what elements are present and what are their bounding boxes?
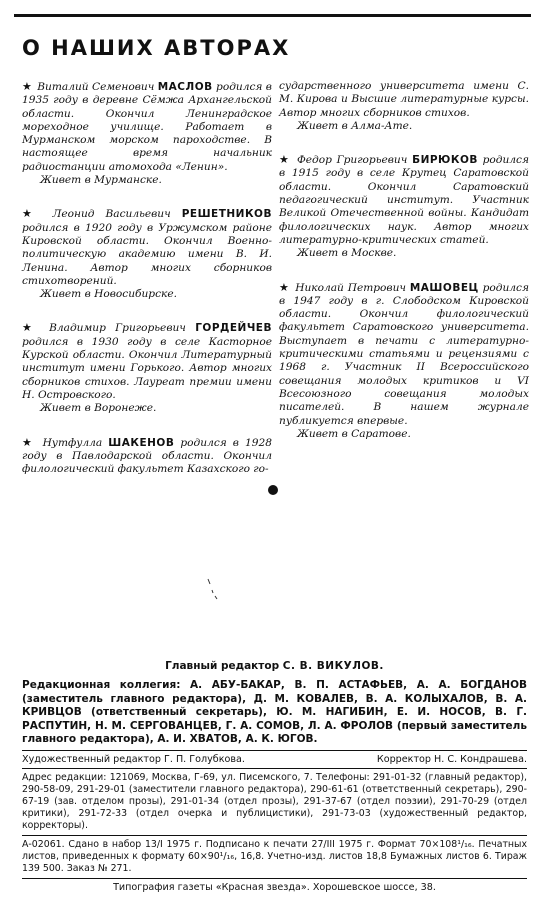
author-residence: Живет в Москве. — [297, 247, 397, 260]
author-lead: Нутфулла — [42, 436, 103, 449]
corrector: Корректор Н. С. Кондрашева. — [376, 753, 527, 765]
author-lead: Николай Петрович — [295, 281, 406, 294]
author-surname: МАШОВЕЦ — [409, 281, 479, 294]
author-surname: ГОРДЕЙЧЕВ — [195, 322, 272, 335]
author-surname: МАСЛОВ — [157, 81, 213, 93]
author-text: родился в 1928 году в Павлодарской области. Окончил филологический факультет Казахского го- — [22, 436, 272, 476]
author-bio — [279, 153, 529, 260]
author-bio-continued — [279, 80, 529, 133]
author-residence: Живет в Саратове. — [297, 427, 411, 440]
author-text: сударственного университета имени С. М. Кирова и Высшие литературные курсы. Автор многих сборников стихов. — [279, 80, 529, 119]
decorative-dot — [268, 485, 278, 495]
editorial-address: Адрес редакции: 121069, Москва, Г-69, ул. Писемского, 7. Телефоны: 291-01-32 (главный редактор), 290-58-09, 291-29-01 (заместители главного редактора), 290-61-61 (ответственный секретарь), 290-67-19 (зав. отделом прозы), 291-01-34 (отдел прозы), 291-37-67 (отдел поэзии), 291-70-29 (отдел критики), 291-72-33 (отдел очерка и публицистики), 291-73-03 (художественный редактор, корректоры). — [22, 771, 527, 831]
author-text: родился в 1915 году в селе Крутец Саратовской области. Окончил Саратовский педагогический институт. Участник Великой Отечественной войны. Кандидат филологических наук. Автор многих литературно-критических статей. — [279, 154, 529, 246]
art-editor: Художественный редактор Г. П. Голубкова. — [22, 753, 245, 765]
print-imprint: А-02061. Сдано в набор 13/I 1975 г. Подписано к печати 27/III 1975 г. Формат 70×108¹/₁₆. Печатных листов, приведенных к формату 60×90¹/₁₆, 16,8. Учетно-изд. листов 18,8 Бумажных листов 6. Тираж 139 500. Заказ № 271. — [22, 838, 527, 874]
author-bio — [22, 321, 272, 415]
masthead — [22, 660, 527, 893]
author-bio — [22, 436, 272, 477]
author-lead: Леонид Васильевич — [52, 208, 171, 221]
chief-editor-label: Главный редактор — [165, 660, 280, 672]
author-bio — [22, 207, 272, 301]
staff-line — [22, 754, 527, 765]
editorial-board-label: Редакционная коллегия: — [22, 679, 181, 691]
star-icon: ★ — [22, 321, 38, 335]
author-lead: Владимир Григорьевич — [49, 322, 186, 335]
right-column — [279, 80, 529, 461]
star-icon: ★ — [22, 435, 35, 449]
divider — [22, 878, 527, 879]
divider — [22, 768, 527, 769]
author-residence: Живет в Алма-Ате. — [297, 119, 413, 132]
printer-info: Типография газеты «Красная звезда». Хорошевское шоссе, 38. — [113, 881, 436, 893]
chief-editor-line — [22, 660, 527, 672]
divider — [22, 835, 527, 836]
editorial-board-members: А. АБУ-БАКАР, В. П. АСТАФЬЕВ, А. А. БОГДАНОВ (заместитель главного редактора), Д. М. КОВАЛЕВ, В. А. КОЛЫХАЛОВ, В. А. КРИВЦОВ (ответственный секретарь), Ю. М. НАГИБИН, Е. И. НОСОВ, В. Г. РАСПУТИН, Н. М. СЕРГОВАНЦЕВ, Г. А. СОМОВ, Л. А. ФРОЛОВ (первый заместитель главного редактора), А. И. ХВАТОВ, А. К. ЮГОВ. — [22, 679, 528, 745]
author-bio — [279, 281, 529, 442]
author-text: родился в 1920 году в Уржумском районе Кировской области. Окончил Военно-политическую академию имени В. И. Ленина. Автор многих сборников стихотворений. — [22, 221, 272, 287]
author-text: родился в 1930 году в селе Касторное Курской области. Окончил Литературный институт имени Горького. Автор многих сборников стихов. Лауреат премии имени Н. Островского. — [22, 335, 272, 401]
author-text: родился в 1947 году в г. Слободском Кировской области. Окончил филологический факультет Саратовского университета. Выступает в печати с литературно-критическими статьями и рецензиями с 1968 г. Участник II Всероссийского совещания молодых критиков и VI Всесоюзного совещания молодых писателей. В нашем журнале публикуется впервые. — [279, 281, 529, 427]
star-icon: ★ — [22, 80, 32, 93]
divider — [22, 750, 527, 751]
author-bio — [22, 80, 272, 187]
star-icon: ★ — [279, 280, 290, 294]
scratch-mark — [206, 578, 218, 600]
author-lead: Виталий Семенович — [37, 81, 155, 93]
page-title: О НАШИХ АВТОРАХ — [22, 36, 291, 60]
star-icon: ★ — [22, 207, 40, 221]
author-residence: Живет в Воронеже. — [40, 402, 157, 415]
author-text: родился в 1935 году в деревне Сёмжа Архангельской области. Окончил Ленинградское мореходное училище. Работает в Мурманском морском пароходстве. В настоящее время начальник радиостанции атомохода «Ленин». — [22, 81, 272, 173]
chief-editor-name: С. В. ВИКУЛОВ. — [282, 660, 384, 672]
author-lead: Федор Григорьевич — [296, 154, 408, 167]
top-rule — [14, 14, 531, 17]
left-column — [22, 80, 272, 496]
author-residence: Живет в Мурманске. — [40, 174, 162, 187]
author-residence: Живет в Новосибирске. — [40, 288, 177, 301]
author-surname: ШАКЕНОВ — [108, 436, 175, 449]
author-surname: РЕШЕТНИКОВ — [181, 208, 272, 221]
editorial-board — [22, 679, 527, 747]
author-surname: БИРЮКОВ — [412, 154, 478, 167]
star-icon: ★ — [279, 153, 291, 167]
